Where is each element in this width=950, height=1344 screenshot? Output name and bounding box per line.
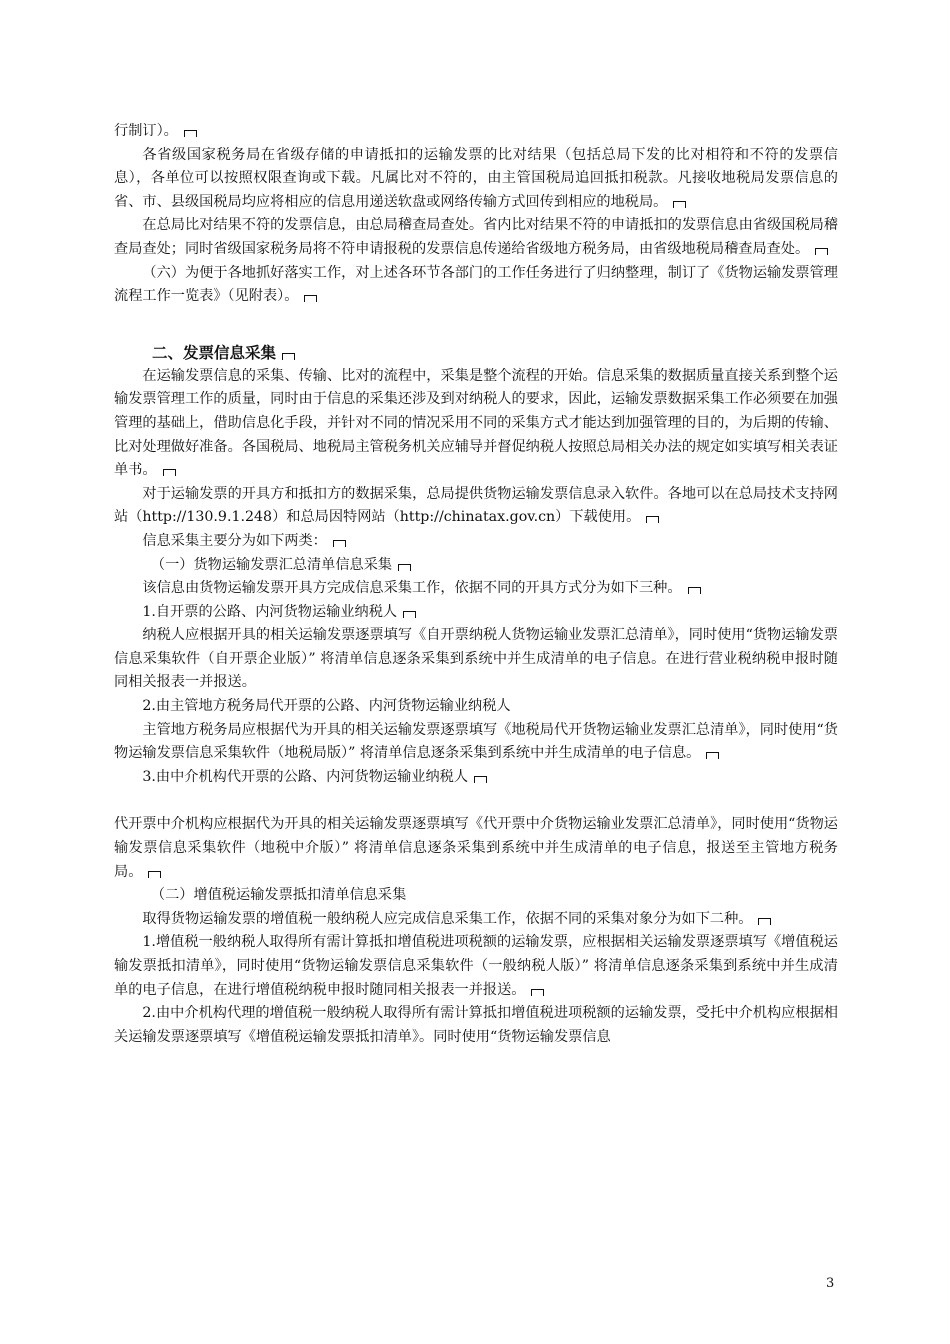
paragraph-two-types: 信息采集主要分为如下两类： — [114, 530, 838, 554]
document-page — [114, 120, 838, 1049]
paragraph-mark-icon — [398, 564, 411, 571]
paragraph-mark-icon — [706, 752, 719, 759]
section-heading: 二、发票信息采集 — [114, 341, 838, 365]
paragraph-three-methods: 该信息由货物运输发票开具方完成信息采集工作，依据不同的开具方式分为如下三种。 — [114, 577, 838, 601]
list-item-3-body: 代开票中介机构应根据代为开具的相关运输发票逐票填写《代开票中介货物运输业发票汇总清单》，同时使用“货物运输发票信息采集软件（地税中介版）” 将清单信息逐条采集到系统中并生成清单的电子信息，报送至主管地方税务局。 — [114, 816, 838, 880]
list-item-2-body: 主管地方税务局应根据代为开具的相关运输发票逐票填写《地税局代开货物运输业发票汇总清单》，同时使用“货物运输发票信息采集软件（地税局版）” 将清单信息逐条采集到系统中并生成清单的电子信息。 — [114, 721, 838, 762]
paragraph-comparison-results: 各省级国家税务局在省级存储的申请抵扣的运输发票的比对结果（包括总局下发的比对相符和不符的发票信息），各单位可以按照权限查询或下载。凡属比对不符的，由主管国税局追回抵扣税款。凡接收地税局发票信息的省、市、县级国税局均应将相应的信息用递送软盘或网络传输方式回传到相应的地税局。 — [114, 146, 838, 210]
subheading-summary-list: （一）货物运输发票汇总清单信息采集 — [114, 554, 838, 578]
paragraph-mark-icon — [646, 516, 659, 523]
paragraph-mark-icon — [531, 989, 544, 996]
paragraph-software-download: 对于运输发票的开具方和抵扣方的数据采集，总局提供货物运输发票信息录入软件。各地可以在总局技术支持网站（http://130.9.1.248）和总局因特网站（http://chinatax.gov.cn）下载使用。 — [114, 485, 838, 526]
paragraph-continuation: 行制订）。 — [114, 120, 838, 144]
paragraph-mark-icon — [148, 871, 161, 878]
deduction-item-1: 1.增值税一般纳税人取得所有需计算抵扣增值税进项税额的运输发票，应根据相关运输发票逐票填写《增值税运输发票抵扣清单》，同时使用“货物运输发票信息采集软件（一般纳税人版）” 将清单信息逐条采集到系统中并生成清单的电子信息，在进行增值税纳税申报时随同相关报表一并报送。 — [114, 934, 838, 998]
paragraph-mark-icon — [673, 201, 686, 208]
list-item-2-title: 2.由主管地方税务局代开票的公路、内河货物运输业纳税人 — [142, 698, 511, 715]
paragraph-mark-icon — [163, 469, 176, 476]
paragraph-mark-icon — [282, 353, 295, 360]
paragraph-mark-icon — [474, 776, 487, 783]
page-number: 3 — [826, 1276, 835, 1291]
paragraph-collection-intro: 在运输发票信息的采集、传输、比对的流程中，采集是整个流程的开始。信息采集的数据质量直接关系到整个运输发票管理工作的质量，同时由于信息的采集还涉及到对纳税人的要求，因此，运输发票数据采集工作必须要在加强管理的基础上，借助信息化手段，并针对不同的情况采用不同的采集方式才能达到加强管理的目的，为后期的传输、比对处理做好准备。各国税局、地税局主管税务机关应辅导并督促纳税人按照总局相关办法的规定如实填写相关表证单书。 — [114, 367, 838, 479]
paragraph-mark-icon — [688, 587, 701, 594]
paragraph-mark-icon — [333, 540, 346, 547]
list-item-1-title: 1.自开票的公路、内河货物运输业纳税人 — [114, 601, 838, 625]
paragraph-mark-icon — [304, 295, 317, 302]
paragraph-mismatch-handling: 在总局比对结果不符的发票信息，由总局稽查局查处。省内比对结果不符的申请抵扣的发票信息由省级国税局稽查局查处；同时省级国家税务局将不符申请报税的发票信息传递给省级地方税务局，由省级地税局稽查局查处。 — [114, 217, 838, 257]
paragraph-mark-icon — [758, 918, 771, 925]
paragraph-item-six: （六）为便于各地抓好落实工作，对上述各环节各部门的工作任务进行了归纳整理，制订了《货物运输发票管理流程工作一览表》（见附表）。 — [114, 264, 838, 305]
list-item-1-body: 纳税人应根据开具的相关运输发票逐票填写《自开票纳税人货物运输业发票汇总清单》，同时使用“货物运输发票信息采集软件（自开票企业版）” 将清单信息逐条采集到系统中并生成清单的电子信息。在进行营业税纳税申报时随同相关报表一并报送。 — [114, 627, 838, 691]
subheading-deduction-list: （二）增值税运输发票抵扣清单信息采集 — [150, 887, 407, 904]
deduction-item-2: 2.由中介机构代理的增值税一般纳税人取得所有需计算抵扣增值税进项税额的运输发票，受托中介机构应根据相关运输发票逐票填写《增值税运输发票抵扣清单》。同时使用“货物运输发票信息 — [114, 1005, 838, 1045]
paragraph-mark-icon — [815, 248, 828, 255]
paragraph-mark-icon — [184, 130, 197, 137]
paragraph-two-methods: 取得货物运输发票的增值税一般纳税人应完成信息采集工作，依据不同的采集对象分为如下二种。 — [114, 908, 838, 932]
paragraph-mark-icon — [403, 611, 416, 618]
list-item-3-title: 3.由中介机构代开票的公路、内河货物运输业纳税人 — [114, 766, 838, 790]
